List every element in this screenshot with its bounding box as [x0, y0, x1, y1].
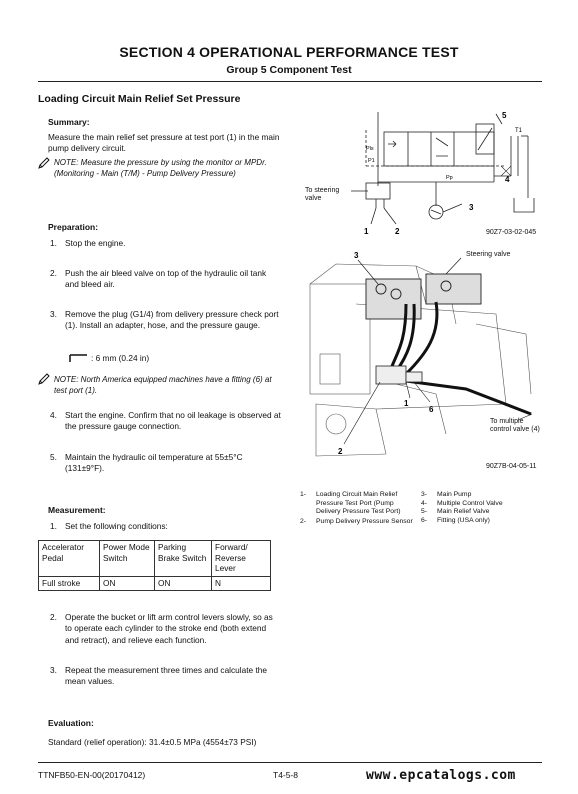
fig2-steering-label: Steering valve — [466, 251, 511, 258]
summary-text: Measure the main relief set pressure at test port (1) in the main pump delivery circuit. — [48, 132, 280, 154]
table-cell: ON — [155, 577, 212, 591]
legend-item: 5- Main Relief Valve — [421, 508, 490, 516]
fig1-label-t1: T1 — [515, 128, 523, 134]
table-header-cell: Power Mode Switch — [100, 541, 155, 577]
prep-step-2: 2. Push the air bleed valve on top of the hydraulic oil tank and bleed air. — [50, 268, 267, 290]
conditions-table — [38, 540, 271, 591]
meas-step-2: 2. Operate the bucket or lift arm control levers slowly, so as to operate each cylinder to the stroke end (both extend and retract), and relieve each function. — [50, 612, 273, 645]
prep-note: NOTE: North America equipped machines have a fitting (6) at test port (1). — [54, 375, 272, 395]
pencil-note-icon — [38, 157, 50, 169]
topic-title: Loading Circuit Main Relief Set Pressure — [38, 93, 241, 105]
fig1-label-5: 5 — [502, 111, 507, 120]
prep-step-5: 5. Maintain the hydraulic oil temperature at 55±5°C (131±9°F). — [50, 452, 243, 474]
fig2-label-3: 3 — [354, 251, 359, 260]
legend-right — [421, 491, 546, 525]
table-header-cell: Forward/ Reverse Lever — [212, 541, 271, 577]
hydraulic-schematic-figure — [296, 106, 546, 242]
fig2-label-2: 2 — [338, 447, 343, 456]
section-title: SECTION 4 OPERATIONAL PERFORMANCE TEST — [119, 44, 459, 60]
table-header-cell: Parking Brake Switch — [155, 541, 212, 577]
summary-note: NOTE: Measure the pressure by using the monitor or MPDr. (Monitoring - Main (T/M) - Pump Delivery Pressure) — [54, 158, 267, 178]
doc-code: TTNFB50-EN-00(20170412) — [38, 770, 146, 780]
evaluation-heading: Evaluation: — [48, 718, 94, 728]
fig1-steering-label: To steering valve — [305, 187, 340, 202]
table-header-cell: Accelerator Pedal — [39, 541, 100, 577]
legend-item: 6- Fitting (USA only) — [421, 516, 490, 524]
prep-step-4: 4. Start the engine. Confirm that no oil leakage is observed at the pressure gauge connection. — [50, 410, 281, 432]
fig1-label-3: 3 — [469, 203, 474, 212]
fig2-label-6: 6 — [429, 405, 434, 414]
fig1-label-p1: P1 — [368, 158, 375, 164]
meas-step-1: 1. Set the following conditions: — [50, 521, 168, 531]
fig1-label-pls: Pls — [366, 146, 374, 152]
table-row — [39, 577, 271, 591]
header-rule — [38, 81, 542, 82]
fig2-label-1: 1 — [404, 399, 409, 408]
legend-left — [300, 491, 420, 526]
table-cell: Full stroke — [39, 577, 100, 591]
wrench-size: : 6 mm (0.24 in) — [91, 353, 150, 363]
pencil-note-icon — [38, 373, 50, 385]
legend-item: 3- Main Pump — [421, 491, 472, 498]
table-header-row — [39, 541, 271, 577]
fig2-multiple-label: To multiple control valve (4) — [490, 418, 540, 433]
group-title: Group 5 Component Test — [226, 64, 352, 76]
preparation-heading: Preparation: — [48, 222, 99, 232]
measurement-heading: Measurement: — [48, 505, 106, 515]
summary-heading: Summary: — [48, 117, 90, 127]
page-number: T4-5-8 — [273, 770, 299, 780]
legend-item: 4- Multiple Control Valve — [421, 499, 503, 507]
hex-wrench-icon — [69, 354, 89, 363]
evaluation-text: Standard (relief operation): 31.4±0.5 MPa (4554±73 PSI) — [48, 737, 257, 747]
meas-step-3: 3. Repeat the measurement three times and calculate the mean values. — [50, 665, 268, 687]
legend-item: 1- Loading Circuit Main Relief Pressure Test Port (Pump Delivery Pressure Test Port) — [300, 491, 401, 516]
table-cell: N — [212, 577, 271, 591]
fig1-label-1: 1 — [364, 227, 369, 236]
fig1-label-2: 2 — [395, 227, 400, 236]
legend-item: 2- Pump Delivery Pressure Sensor — [300, 517, 413, 525]
fig1-label-pp: Pp — [446, 175, 453, 181]
fig1-code: 90Z7-03-02-045 — [486, 229, 537, 236]
fig1-label-4: 4 — [505, 175, 510, 184]
prep-step-3: 3. Remove the plug (G1/4) from delivery pressure check port (1). Install an adapter, hose, and the pressure gauge. — [50, 309, 279, 331]
table-cell: ON — [100, 577, 155, 591]
footer-rule — [38, 762, 542, 763]
watermark: www.epcatalogs.com — [366, 768, 516, 783]
fig2-code: 90Z7B-04-05-11 — [486, 463, 537, 470]
prep-step-1: 1. Stop the engine. — [50, 238, 126, 248]
